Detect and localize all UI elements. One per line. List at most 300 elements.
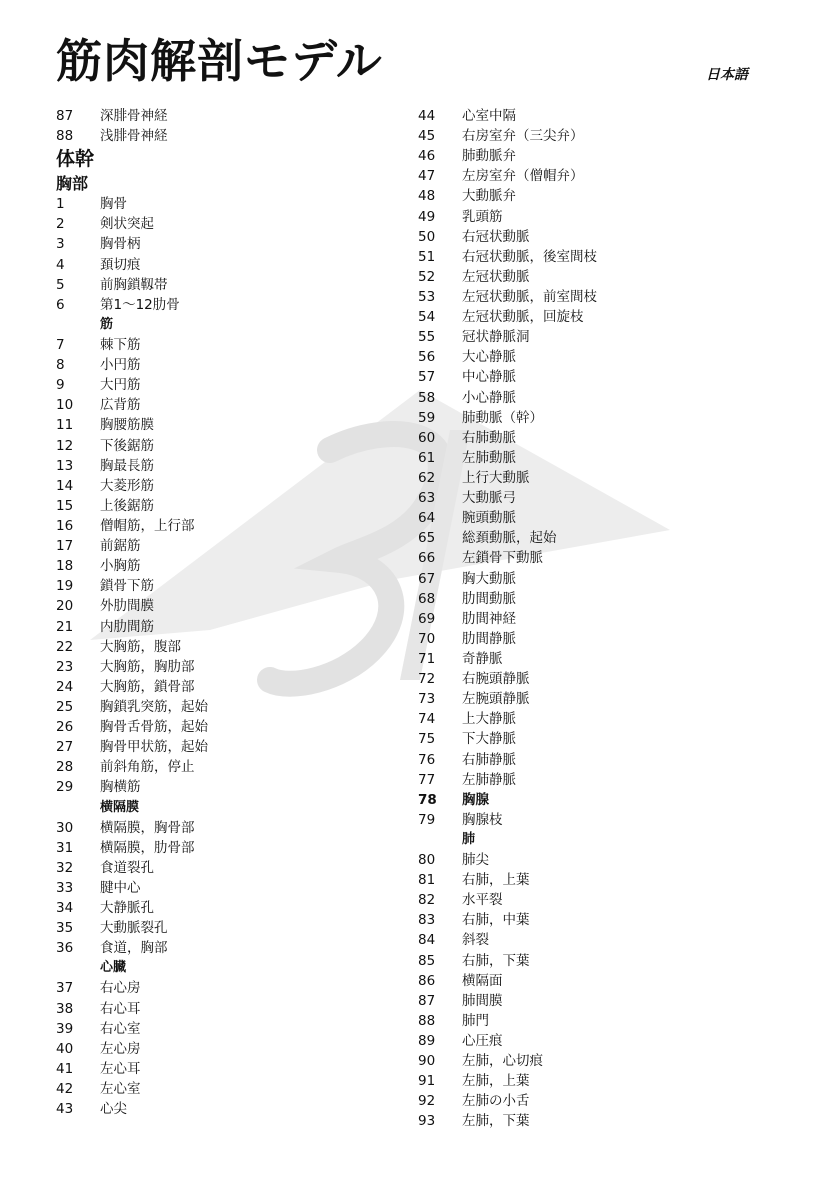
index-number: 18 — [56, 558, 74, 575]
index-label: 腱中心 — [100, 879, 141, 896]
index-row — [56, 106, 416, 126]
index-row — [56, 1059, 416, 1079]
section-heading-label: 横隔膜 — [100, 799, 140, 815]
index-label: 上後鋸筋 — [100, 497, 154, 514]
index-number: 7 — [56, 336, 65, 353]
index-number: 43 — [56, 1101, 74, 1118]
index-row — [56, 818, 416, 838]
index-label: 前斜角筋，停止 — [100, 759, 195, 776]
index-label: 水平裂 — [462, 892, 503, 909]
index-label: 右心室 — [100, 1020, 141, 1037]
index-row — [56, 194, 416, 214]
index-row — [418, 347, 778, 367]
index-row — [418, 186, 778, 206]
index-number: 73 — [418, 691, 436, 708]
index-row — [56, 898, 416, 918]
index-label: 右肺，上葉 — [462, 872, 530, 889]
index-number: 58 — [418, 389, 436, 406]
index-label: 右肺，下葉 — [462, 952, 530, 969]
index-label: 小胸筋 — [100, 558, 141, 575]
index-label: 浅腓骨神経 — [100, 128, 168, 145]
index-row — [418, 267, 778, 287]
index-label: 広背筋 — [100, 397, 141, 414]
section-heading-label: 体幹 — [56, 148, 95, 171]
index-label: 小円筋 — [100, 357, 141, 374]
index-row — [56, 234, 416, 254]
index-label: 右肺，中葉 — [462, 912, 530, 929]
index-number: 9 — [56, 377, 65, 394]
index-number: 19 — [56, 578, 74, 595]
index-number: 93 — [418, 1113, 436, 1130]
index-number: 28 — [56, 759, 74, 776]
index-label: 鎖骨下筋 — [100, 578, 154, 595]
index-label: 心圧痕 — [462, 1033, 503, 1050]
index-row — [56, 777, 416, 797]
index-label: 深腓骨神経 — [100, 108, 168, 124]
index-number: 88 — [56, 128, 74, 145]
index-label: 下大静脈 — [462, 731, 516, 748]
section-heading — [56, 958, 416, 978]
index-row — [56, 275, 416, 295]
index-row — [418, 951, 778, 971]
index-row — [418, 589, 778, 609]
index-row — [56, 838, 416, 858]
index-number: 26 — [56, 719, 74, 736]
index-number: 21 — [56, 618, 74, 635]
index-number: 61 — [418, 449, 436, 466]
index-row — [418, 770, 778, 790]
index-number: 17 — [56, 538, 74, 555]
section-heading — [56, 146, 416, 172]
index-label: 左肺，心切痕 — [462, 1053, 543, 1070]
index-row — [56, 617, 416, 637]
index-label: 左肺の小舌 — [462, 1093, 530, 1110]
index-number: 60 — [418, 429, 436, 446]
index-row — [56, 717, 416, 737]
index-row — [56, 757, 416, 777]
index-label: 斜裂 — [462, 932, 489, 949]
index-number: 27 — [56, 739, 74, 756]
index-row — [418, 709, 778, 729]
index-label: 左房室弁（僧帽弁） — [462, 168, 584, 185]
index-row — [418, 870, 778, 890]
section-heading-label: 心臓 — [100, 960, 127, 976]
index-row — [418, 408, 778, 428]
index-number: 82 — [418, 892, 436, 909]
index-number: 78 — [418, 791, 437, 808]
section-heading — [418, 830, 778, 850]
index-label: 胸腺 — [462, 791, 489, 808]
index-number: 68 — [418, 590, 436, 607]
index-label: 大心静脈 — [462, 349, 516, 366]
index-label: 上大静脈 — [462, 711, 516, 728]
index-number: 81 — [418, 872, 436, 889]
index-label: 総頚動脈，起始 — [462, 530, 557, 547]
index-row — [418, 991, 778, 1011]
section-heading — [56, 172, 416, 194]
index-label: 左肺静脈 — [462, 771, 516, 788]
index-row — [418, 790, 778, 810]
index-number: 72 — [418, 671, 436, 688]
index-number: 55 — [418, 329, 436, 346]
index-row — [56, 375, 416, 395]
index-row — [56, 938, 416, 958]
index-number: 14 — [56, 477, 74, 494]
index-label: 右腕頭静脈 — [462, 671, 530, 688]
index-number: 6 — [56, 296, 65, 313]
index-row — [418, 649, 778, 669]
index-row — [56, 415, 416, 435]
index-label: 胸骨 — [100, 196, 127, 213]
index-row — [418, 689, 778, 709]
index-number: 29 — [56, 779, 74, 796]
index-label: 肋間静脈 — [462, 630, 516, 647]
index-label: 胸鎖乳突筋，起始 — [100, 698, 208, 715]
index-row — [418, 508, 778, 528]
index-label: 肺動脈弁 — [462, 148, 516, 165]
index-number: 46 — [418, 148, 436, 165]
index-label: 大円筋 — [100, 377, 141, 394]
index-label: 横隔膜，胸骨部 — [100, 819, 195, 836]
index-number: 57 — [418, 369, 436, 386]
index-row — [418, 669, 778, 689]
index-number: 77 — [418, 771, 436, 788]
index-number: 34 — [56, 900, 74, 917]
index-label: 右冠状動脈，後室間枝 — [462, 248, 597, 265]
index-row — [56, 355, 416, 375]
index-label: 左肺，上葉 — [462, 1073, 530, 1090]
index-number: 51 — [418, 248, 436, 265]
index-row — [56, 999, 416, 1019]
index-row — [418, 750, 778, 770]
index-label: 左心房 — [100, 1040, 141, 1057]
index-label: 左心室 — [100, 1081, 141, 1098]
index-row — [56, 496, 416, 516]
index-row — [56, 737, 416, 757]
index-row — [56, 536, 416, 556]
index-row — [56, 395, 416, 415]
index-number: 89 — [418, 1033, 436, 1050]
index-row — [56, 295, 416, 315]
index-label: 心尖 — [100, 1101, 127, 1118]
index-number: 80 — [418, 852, 436, 869]
index-label: 左心耳 — [100, 1060, 141, 1077]
index-number: 54 — [418, 309, 436, 326]
index-number: 8 — [56, 357, 65, 374]
index-row — [418, 106, 778, 126]
index-number: 20 — [56, 598, 74, 615]
index-number: 4 — [56, 256, 65, 273]
index-number: 62 — [418, 469, 436, 486]
index-number: 79 — [418, 811, 436, 828]
index-number: 30 — [56, 819, 74, 836]
index-number: 16 — [56, 517, 74, 534]
index-row — [418, 1051, 778, 1071]
index-number: 39 — [56, 1020, 74, 1037]
index-label: 左鎖骨下動脈 — [462, 550, 543, 567]
index-number: 42 — [56, 1081, 74, 1098]
index-label: 左冠状動脈 — [462, 268, 530, 285]
index-row — [418, 930, 778, 950]
index-row — [56, 1039, 416, 1059]
index-number: 74 — [418, 711, 436, 728]
index-row — [418, 388, 778, 408]
index-row — [56, 1079, 416, 1099]
index-row — [418, 146, 778, 166]
index-row — [56, 1019, 416, 1039]
index-number: 41 — [56, 1060, 74, 1077]
index-number: 87 — [418, 992, 436, 1009]
index-label: 上行大動脈 — [462, 469, 530, 486]
index-label: 胸最長筋 — [100, 457, 154, 474]
index-row — [56, 878, 416, 898]
index-number: 35 — [56, 920, 74, 937]
index-row — [418, 548, 778, 568]
index-number: 50 — [418, 228, 436, 245]
index-label: 左冠状動脈，前室間枝 — [462, 288, 597, 305]
index-label: 奇静脈 — [462, 650, 503, 667]
index-row — [56, 918, 416, 938]
section-heading — [56, 798, 416, 818]
index-number: 37 — [56, 980, 74, 997]
index-label: 前鋸筋 — [100, 538, 141, 555]
index-number: 15 — [56, 497, 74, 514]
index-row — [418, 629, 778, 649]
index-label: 胸骨甲状筋，起始 — [100, 739, 208, 756]
index-row — [56, 637, 416, 657]
index-label: 大胸筋，胸肋部 — [100, 658, 195, 675]
index-row — [56, 596, 416, 616]
index-row — [418, 569, 778, 589]
index-number: 12 — [56, 437, 74, 454]
index-number: 87 — [56, 108, 74, 124]
index-label: 外肋間膜 — [100, 598, 154, 615]
index-label: 右冠状動脈 — [462, 228, 530, 245]
index-label: 肋間神経 — [462, 610, 516, 627]
index-row — [418, 1031, 778, 1051]
index-label: 左肺動脈 — [462, 449, 516, 466]
index-row — [56, 677, 416, 697]
index-row — [56, 556, 416, 576]
index-label: 胸大動脈 — [462, 570, 516, 587]
index-number: 2 — [56, 216, 65, 233]
index-row — [418, 207, 778, 227]
index-row — [418, 1111, 778, 1131]
index-label: 大胸筋，腹部 — [100, 638, 181, 655]
index-row — [418, 1091, 778, 1111]
index-label: 肺門 — [462, 1012, 489, 1029]
index-row — [56, 978, 416, 998]
index-label: 前胸鎖靱帯 — [100, 276, 168, 293]
index-number: 31 — [56, 839, 74, 856]
index-number: 84 — [418, 932, 436, 949]
index-label: 肺動脈（幹） — [462, 409, 543, 426]
index-label: 右肺動脈 — [462, 429, 516, 446]
index-label: 横隔膜，肋骨部 — [100, 839, 195, 856]
index-label: 横隔面 — [462, 972, 503, 989]
index-row — [56, 214, 416, 234]
index-label: 大静脈孔 — [100, 900, 154, 917]
index-label: 胸骨柄 — [100, 236, 141, 253]
index-row — [56, 255, 416, 275]
index-row — [418, 609, 778, 629]
index-row — [56, 697, 416, 717]
index-row — [418, 488, 778, 508]
index-row — [418, 307, 778, 327]
index-label: 肺間膜 — [462, 992, 503, 1009]
index-label: 剣状突起 — [100, 216, 154, 233]
index-row — [56, 858, 416, 878]
index-number: 24 — [56, 678, 74, 695]
index-number: 52 — [418, 268, 436, 285]
index-number: 23 — [56, 658, 74, 675]
index-number: 40 — [56, 1040, 74, 1057]
index-label: 左肺，下葉 — [462, 1113, 530, 1130]
index-number: 88 — [418, 1012, 436, 1029]
index-number: 45 — [418, 128, 436, 145]
index-number: 65 — [418, 530, 436, 547]
index-label: 小心静脈 — [462, 389, 516, 406]
index-row — [418, 910, 778, 930]
index-label: 右心耳 — [100, 1000, 141, 1017]
index-number: 13 — [56, 457, 74, 474]
index-number: 91 — [418, 1073, 436, 1090]
index-row — [418, 1071, 778, 1091]
index-label: 食道，胸部 — [100, 940, 168, 957]
index-row — [418, 890, 778, 910]
index-label: 胸横筋 — [100, 779, 141, 796]
index-row — [418, 729, 778, 749]
index-row — [56, 1099, 416, 1119]
index-row — [418, 367, 778, 387]
index-number: 71 — [418, 650, 436, 667]
index-label: 肋間動脈 — [462, 590, 516, 607]
index-label: 胸腺枝 — [462, 811, 503, 828]
index-row — [418, 850, 778, 870]
index-label: 大菱形筋 — [100, 477, 154, 494]
index-number: 66 — [418, 550, 436, 567]
index-row — [56, 335, 416, 355]
index-row — [56, 126, 416, 146]
index-label: 大動脈弁 — [462, 188, 516, 205]
index-number: 85 — [418, 952, 436, 969]
index-number: 92 — [418, 1093, 436, 1110]
index-number: 59 — [418, 409, 436, 426]
index-label: 右心房 — [100, 980, 141, 997]
index-label: 僧帽筋，上行部 — [100, 517, 195, 534]
index-number: 76 — [418, 751, 436, 768]
index-number: 11 — [56, 417, 74, 434]
index-label: 中心静脈 — [462, 369, 516, 386]
index-row — [418, 247, 778, 267]
index-label: 冠状静脈洞 — [462, 329, 530, 346]
index-label: 第1〜12肋骨 — [100, 296, 180, 313]
index-label: 乳頭筋 — [462, 208, 503, 225]
index-number: 32 — [56, 859, 74, 876]
index-number: 5 — [56, 276, 65, 293]
index-row — [418, 971, 778, 991]
index-label: 胸骨舌骨筋，起始 — [100, 719, 208, 736]
index-row — [418, 287, 778, 307]
index-label: 食道裂孔 — [100, 859, 154, 876]
index-label: 大動脈裂孔 — [100, 920, 168, 937]
index-row — [418, 428, 778, 448]
index-number: 75 — [418, 731, 436, 748]
index-number: 86 — [418, 972, 436, 989]
section-heading-label: 筋 — [100, 316, 114, 332]
index-number: 47 — [418, 168, 436, 185]
language-label: 日本語 — [706, 67, 748, 83]
index-row — [418, 227, 778, 247]
index-label: 内肋間筋 — [100, 618, 154, 635]
index-label: 大胸筋，鎖骨部 — [100, 678, 195, 695]
index-row — [418, 1011, 778, 1031]
index-number: 64 — [418, 510, 436, 527]
index-row — [56, 476, 416, 496]
index-row — [418, 468, 778, 488]
index-column-right — [418, 106, 778, 1132]
index-label: 棘下筋 — [100, 336, 141, 353]
index-number: 90 — [418, 1053, 436, 1070]
index-number: 53 — [418, 288, 436, 305]
index-label: 腕頭動脈 — [462, 510, 516, 527]
index-number: 25 — [56, 698, 74, 715]
section-heading-label: 肺 — [462, 831, 476, 847]
index-row — [56, 516, 416, 536]
index-number: 10 — [56, 397, 74, 414]
index-number: 67 — [418, 570, 436, 587]
index-label: 頚切痕 — [100, 256, 141, 273]
index-number: 48 — [418, 188, 436, 205]
index-number: 63 — [418, 490, 436, 507]
index-row — [418, 528, 778, 548]
index-label: 肺尖 — [462, 852, 489, 869]
index-label: 心室中隔 — [462, 108, 516, 124]
index-label: 大動脈弓 — [462, 490, 516, 507]
index-label: 下後鋸筋 — [100, 437, 154, 454]
index-number: 33 — [56, 879, 74, 896]
page-title: 筋肉解剖モデル — [56, 34, 383, 88]
index-row — [56, 576, 416, 596]
index-number: 56 — [418, 349, 436, 366]
index-number: 69 — [418, 610, 436, 627]
index-number: 49 — [418, 208, 436, 225]
index-row — [56, 436, 416, 456]
index-row — [56, 456, 416, 476]
index-label: 左冠状動脈，回旋枝 — [462, 309, 584, 326]
index-label: 左腕頭静脈 — [462, 691, 530, 708]
index-label: 右肺静脈 — [462, 751, 516, 768]
section-heading-label: 胸部 — [56, 174, 89, 194]
section-heading — [56, 315, 416, 335]
index-number: 83 — [418, 912, 436, 929]
index-label: 右房室弁（三尖弁） — [462, 128, 584, 145]
index-row — [418, 327, 778, 347]
index-row — [418, 810, 778, 830]
index-label: 胸腰筋膜 — [100, 417, 154, 434]
index-number: 70 — [418, 630, 436, 647]
index-column-left — [56, 106, 416, 1119]
index-number: 38 — [56, 1000, 74, 1017]
index-number: 22 — [56, 638, 74, 655]
index-row — [418, 126, 778, 146]
index-number: 36 — [56, 940, 74, 957]
index-row — [56, 657, 416, 677]
index-row — [418, 448, 778, 468]
index-number: 1 — [56, 196, 65, 213]
index-number: 44 — [418, 108, 436, 124]
index-row — [418, 166, 778, 186]
